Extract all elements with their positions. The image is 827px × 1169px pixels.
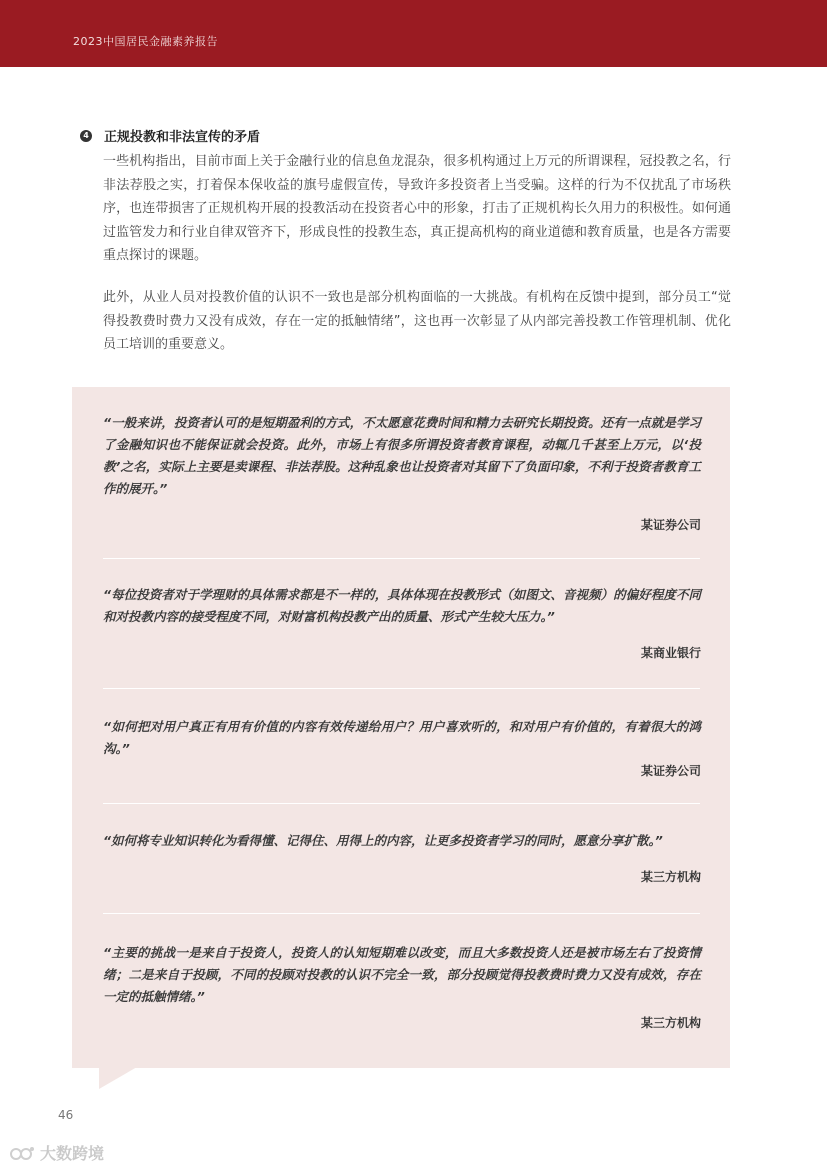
watermark-text: 大数跨境	[40, 1144, 105, 1163]
quote-item	[103, 942, 701, 1042]
section-heading	[80, 126, 260, 145]
quote-divider	[103, 913, 700, 914]
quote-text: “每位投资者对于学理财的具体需求都是不一样的，具体体现在投教形式（如图文、音视频）的偏好程度不同和对投教内容的接受程度不同，对财富机构投教产出的质量、形式产生较大压力。”	[103, 587, 701, 624]
body-paragraph-2: 此外，从业人员对投教价值的认识不一致也是部分机构面临的一大挑战。有机构在反馈中提到，部分员工“觉得投教费时费力又没有成效，存在一定的抵触情绪”，这也再一次彰显了从内部完善投教工作管理机制、优化员工培训的重要意义。	[103, 290, 731, 352]
quote-item	[103, 584, 701, 664]
quote-source: 某三方机构	[640, 870, 701, 884]
quote-divider	[103, 803, 700, 804]
body-paragraph-1: 一些机构指出，目前市面上关于金融行业的信息鱼龙混杂，很多机构通过上万元的所谓课程，冠投教之名，行非法荐股之实，打着保本保收益的旗号虚假宣传，导致许多投资者上当受骗。这样的行为不仅扰乱了市场秩序，也连带损害了正规机构开展的投教活动在投资者心中的形象，打击了正规机构长久用力的积极性。如何通过监管发力和行业自律双管齐下，形成良性的投教生态，真正提高机构的商业道德和教育质量，也是各方需要重点探讨的课题。	[103, 154, 731, 263]
quote-item	[103, 716, 701, 786]
quote-text: “如何将专业知识转化为看得懂、记得住、用得上的内容，让更多投资者学习的同时，愿意分享扩散。”	[103, 833, 663, 848]
quote-source: 某三方机构	[640, 1016, 701, 1030]
watermark	[10, 1141, 104, 1164]
quote-divider	[103, 558, 700, 559]
quote-source: 某商业银行	[640, 646, 701, 660]
section-title: 正规投教和非法宣传的矛盾	[104, 130, 261, 145]
quote-source: 某证券公司	[640, 764, 701, 778]
quote-text: “一般来讲，投资者认可的是短期盈利的方式，不太愿意花费时间和精力去研究长期投资。还有一点就是学习了金融知识也不能保证就会投资。此外，市场上有很多所谓投资者教育课程，动辄几千甚至上万元，以‘投教’之名，实际上主要是卖课程、非法荐股。这种乱象也让投资者对其留下了负面印象，不利于投资者教育工作的展开。”	[103, 415, 701, 496]
report-title: 2023中国居民金融素养报告	[73, 35, 218, 48]
page-header	[0, 0, 827, 67]
page-number: 46	[58, 1108, 74, 1122]
quote-text: “如何把对用户真正有用有价值的内容有效传递给用户？用户喜欢听的，和对用户有价值的，有着很大的鸿沟。”	[103, 719, 701, 756]
quote-panel-tail	[99, 1067, 137, 1089]
quote-divider	[103, 688, 700, 689]
quote-item	[103, 412, 701, 537]
numbered-bullet-icon: 4	[80, 130, 92, 142]
watermark-logo-icon	[10, 1145, 36, 1161]
quote-item	[103, 830, 701, 890]
quote-text: “主要的挑战一是来自于投资人，投资人的认知短期难以改变，而且大多数投资人还是被市场左右了投资情绪；二是来自于投顾，不同的投顾对投教的认识不完全一致，部分投顾觉得投教费时费力又没有成效，存在一定的抵触情绪。”	[103, 945, 701, 1004]
quote-source: 某证券公司	[640, 518, 701, 532]
